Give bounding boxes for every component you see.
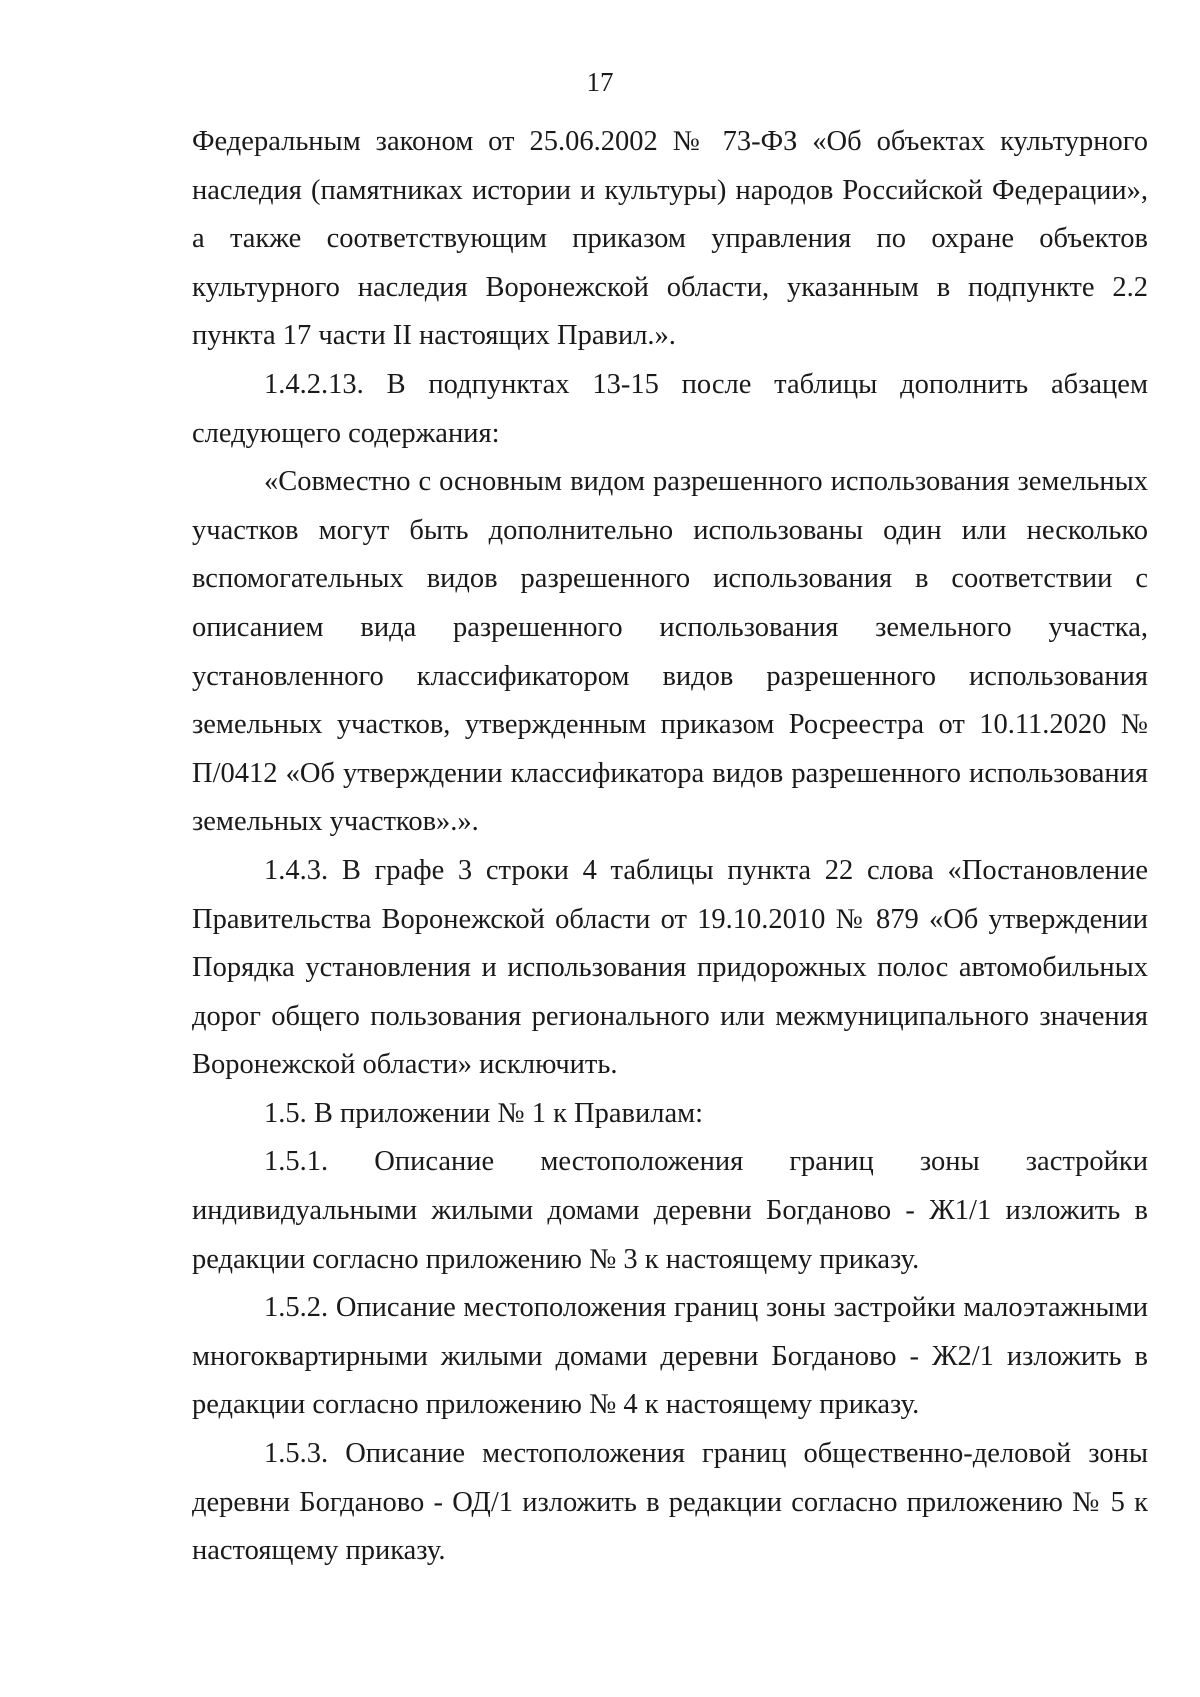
paragraph-1-5: 1.5. В приложении № 1 к Правилам:: [264, 1097, 704, 1129]
paragraph-1-5-1: 1.5.1. Описание местоположения границ зоны застройки индивидуальными жилыми домами деревни Богданово - Ж1/1 изложить в редакции согласно приложению № 3 к настоящему приказу.: [192, 1146, 1148, 1275]
document-body: [192, 118, 1148, 1576]
page-number: 17: [586, 67, 614, 97]
paragraph-quoted-addition: «Совместно с основным видом разрешенного использования земельных участков могут быть дополнительно использованы один или несколько вспомогательных видов разрешенного использования в соответствии с описанием вида разрешенного использования земельного участка, установленного классификатором видов разрешенного использования земельных участков, утвержденным приказом Росреестра от 10.11.2020 № П/0412 «Об утверждении классификатора видов разрешенного использования земельных участков».».: [192, 466, 1148, 838]
paragraph-1-5-3: 1.5.3. Описание местоположения границ общественно-деловой зоны деревни Богданово - ОД/1 изложить в редакции согласно приложению № 5 к настоящему приказу.: [192, 1438, 1148, 1567]
paragraph-1-4-2-13: 1.4.2.13. В подпунктах 13-15 после таблицы дополнить абзацем следующего содержания:: [192, 368, 1148, 449]
paragraph-1-4-3: 1.4.3. В графе 3 строки 4 таблицы пункта 22 слова «Постановление Правительства Воронежской области от 19.10.2010 № 879 «Об утверждении Порядка установления и использования придорожных полос автомобильных дорог общего пользования регионального или межмуниципального значения Воронежской области» исключить.: [192, 854, 1148, 1081]
paragraph-1-5-2: 1.5.2. Описание местоположения границ зоны застройки малоэтажными многоквартирными жилыми домами деревни Богданово - Ж2/1 изложить в редакции согласно приложению № 4 к настоящему приказу.: [192, 1292, 1148, 1421]
paragraph-continuation: Федеральным законом от 25.06.2002 № 73-ФЗ «Об объектах культурного наследия (памятниках истории и культуры) народов Российской Федерации», а также соответствующим приказом управления по охране объектов культурного наследия Воронежской области, указанным в подпункте 2.2 пункта 17 части II настоящих Правил.».: [192, 126, 1148, 352]
